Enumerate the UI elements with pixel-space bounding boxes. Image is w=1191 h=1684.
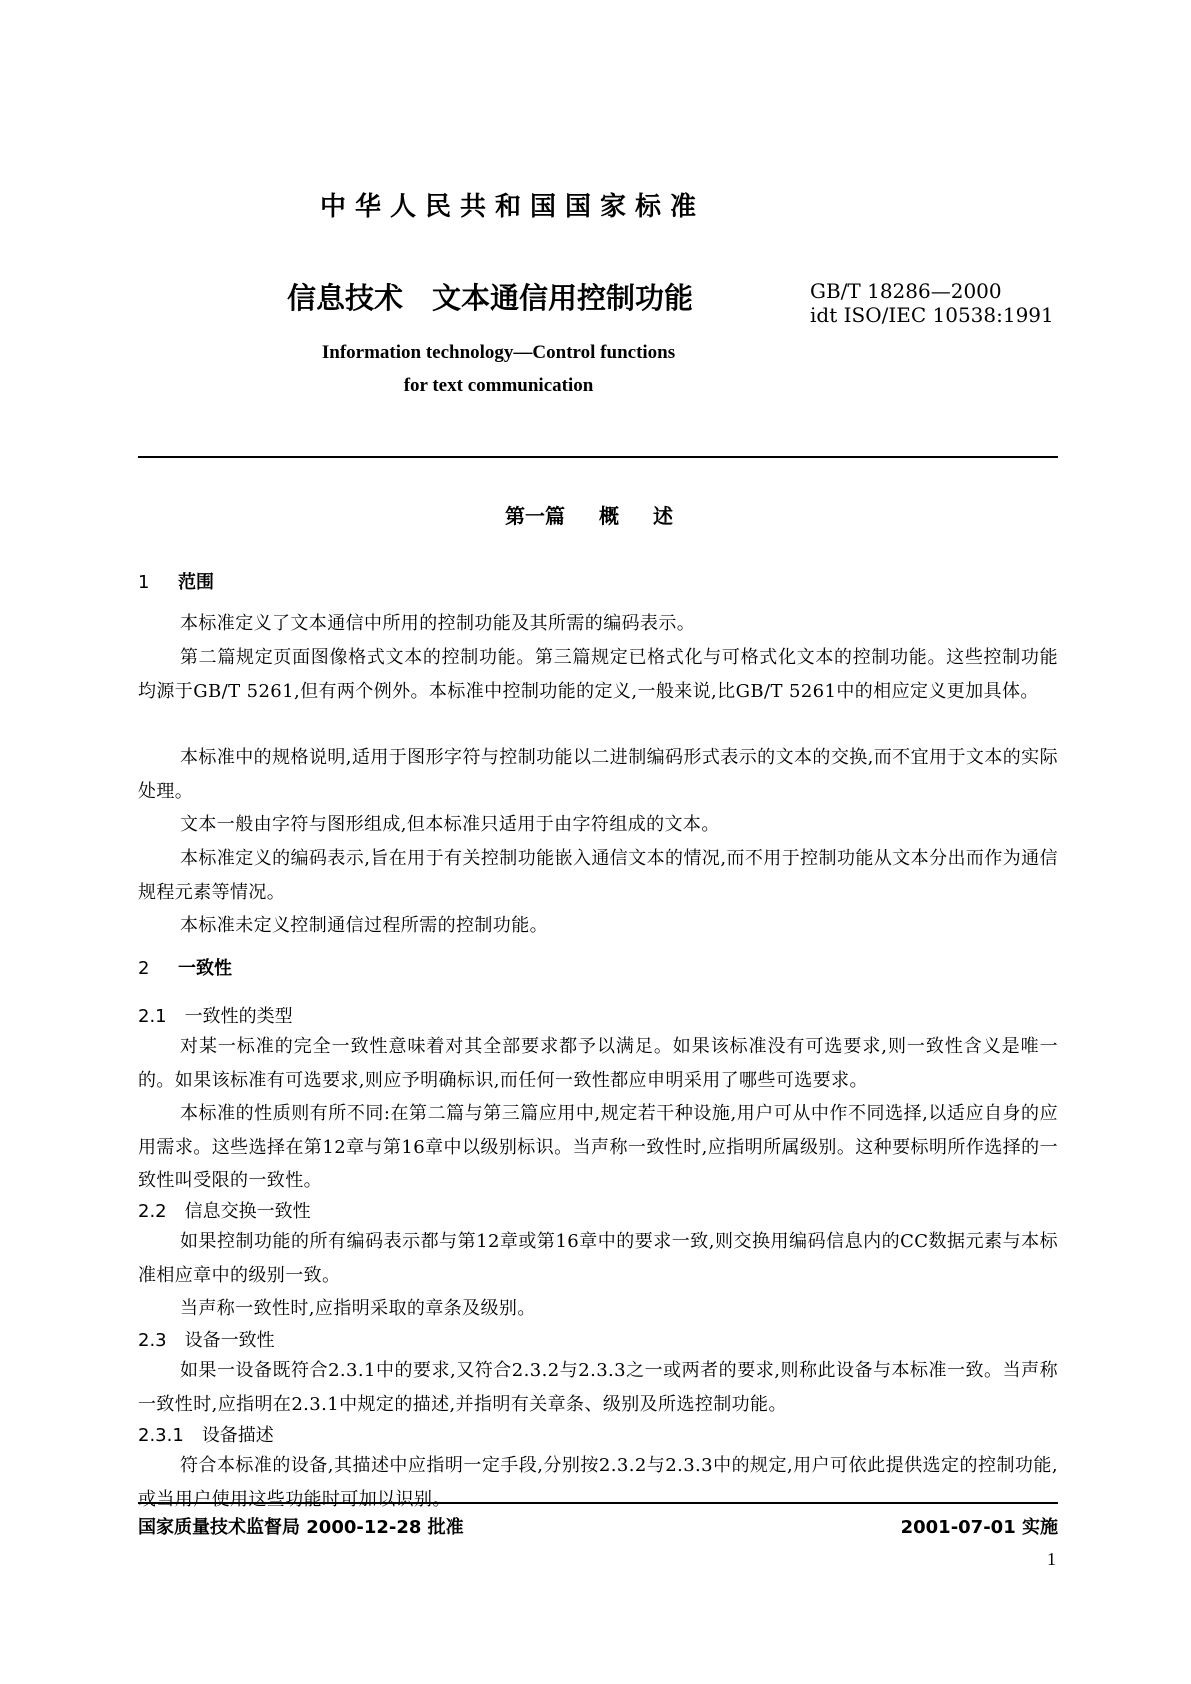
- footer-divider: [138, 1502, 1058, 1504]
- paragraph: 本标准定义的编码表示,旨在用于有关控制功能嵌入通信文本的情况,而不用于控制功能从文本分出而作为通信规程元素等情况。: [138, 848, 1058, 903]
- part-title-1: 概: [599, 504, 619, 528]
- page-number: 1: [1047, 1549, 1056, 1569]
- subsection-number: 2.3: [138, 1330, 167, 1351]
- standard-code-block: [810, 279, 1054, 327]
- section-heading: [138, 568, 214, 594]
- paragraph: 如果控制功能的所有编码表示都与第12章或第16章中的要求一致,则交换用编码信息内的CC数据元素与本标准相应章中的级别一致。: [138, 1231, 1058, 1286]
- section-title: 范围: [178, 572, 214, 593]
- paragraph: 文本一般由字符与图形组成,但本标准只适用于由字符组成的文本。: [180, 814, 720, 835]
- subsection-heading: [138, 1197, 311, 1223]
- subsection-heading: [138, 1326, 275, 1352]
- subsection-title: 一致性的类型: [184, 1006, 293, 1027]
- subsection-number: 2.3.1: [138, 1425, 184, 1446]
- title-en-line-2: for text communication: [403, 375, 594, 396]
- part-heading: [505, 500, 673, 529]
- paragraph: 本标准的性质则有所不同:在第二篇与第三篇应用中,规定若干种设施,用户可从中作不同选择,以适应自身的应用需求。这些选择在第12章与第16章中以级别标识。当声称一致性时,应指明所属级别。这种要标明所作选择的一致性叫受限的一致性。: [138, 1103, 1058, 1191]
- section-number: 2: [138, 958, 150, 979]
- header-divider: [138, 456, 1058, 458]
- subsection-number: 2.1: [138, 1006, 167, 1027]
- document-title-cn: 信息技术 文本通信用控制功能: [287, 281, 694, 315]
- subsection-heading: [138, 1002, 293, 1028]
- paragraph: 当声称一致性时,应指明采取的章条及级别。: [180, 1298, 536, 1319]
- paragraph: 本标准未定义控制通信过程所需的控制功能。: [180, 915, 548, 936]
- section-title: 一致性: [178, 958, 232, 979]
- section-number: 1: [138, 572, 150, 593]
- subsection-title: 设备一致性: [184, 1330, 275, 1351]
- part-label: 第一篇: [505, 504, 565, 528]
- document-title-en: [0, 336, 1094, 402]
- paragraph: 如果一设备既符合2.3.1中的要求,又符合2.3.2与2.3.3之一或两者的要求,则称此设备与本标准一致。当声称一致性时,应指明在2.3.1中规定的描述,并指明有关章条、级别及所选控制功能。: [138, 1360, 1058, 1415]
- implementation-date: 2001-07-01 实施: [900, 1517, 1058, 1538]
- standard-code: GB/T 18286—2000: [810, 279, 1002, 303]
- national-standard-heading: 中华人民共和国国家标准: [320, 192, 706, 222]
- identical-standard-code: idt ISO/IEC 10538:1991: [810, 303, 1054, 327]
- subsection-number: 2.2: [138, 1201, 167, 1222]
- paragraph: 对某一标准的完全一致性意味着对其全部要求都予以满足。如果该标准没有可选要求,则一致性含义是唯一的。如果该标准有可选要求,则应予明确标识,而任何一致性都应申明采用了哪些可选要求。: [138, 1036, 1058, 1091]
- paragraph: 本标准定义了文本通信中所用的控制功能及其所需的编码表示。: [180, 613, 696, 634]
- subsection-title: 信息交换一致性: [184, 1201, 311, 1222]
- part-title-2: 述: [653, 504, 673, 528]
- title-en-line-1: Information technology—Control functions: [321, 342, 676, 363]
- paragraph: 符合本标准的设备,其描述中应指明一定手段,分别按2.3.2与2.3.3中的规定,用户可依此提供选定的控制功能,或当用户使用这些功能时可加以识别。: [138, 1455, 1058, 1510]
- approval-date: 国家质量技术监督局 2000-12-28 批准: [138, 1517, 464, 1538]
- section-heading: [138, 954, 232, 980]
- subsection-title: 设备描述: [201, 1425, 274, 1446]
- paragraph: 本标准中的规格说明,适用于图形字符与控制功能以二进制编码形式表示的文本的交换,而不宜用于文本的实际处理。: [138, 747, 1058, 802]
- subsection-heading: [138, 1421, 274, 1447]
- paragraph: 第二篇规定页面图像格式文本的控制功能。第三篇规定已格式化与可格式化文本的控制功能。这些控制功能均源于GB/T 5261,但有两个例外。本标准中控制功能的定义,一般来说,比GB/T 5261中的相应定义更加具体。: [138, 647, 1058, 702]
